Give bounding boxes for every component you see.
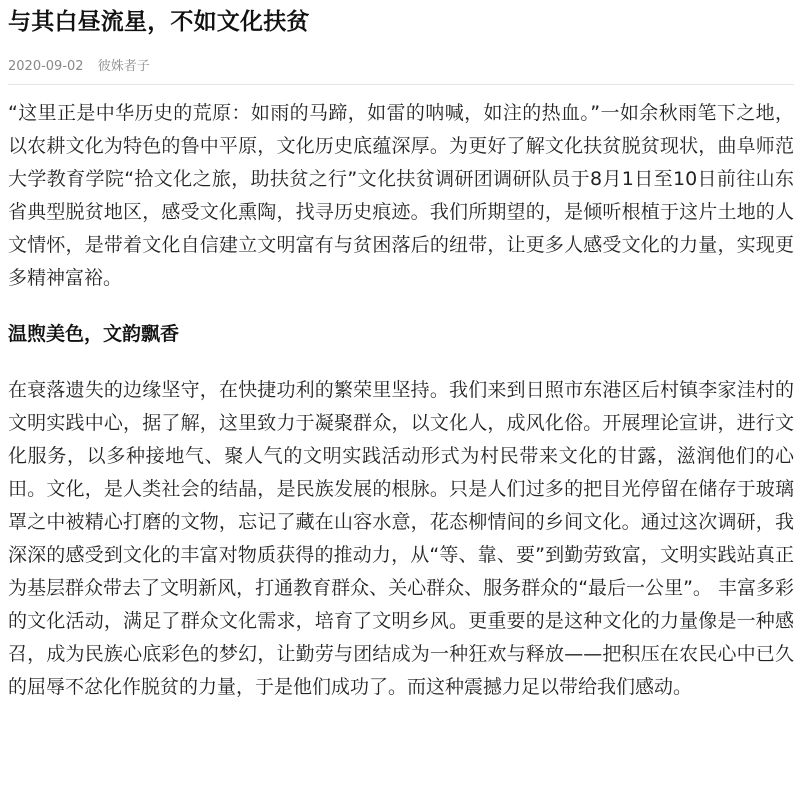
title-divider — [8, 84, 794, 85]
article-paragraph-1: “这里正是中华历史的荒原：如雨的马蹄，如雷的呐喊，如注的热血。”一如余秋雨笔下之地，以农耕文化为特色的鲁中平原，文化历史底蕴深厚。为更好了解文化扶贫脱贫现状，曲阜师范大学教育学院“拾文化之旅，助扶贫之行”文化扶贫调研团调研队员于8月1日至10日前往山东省典型脱贫地区，感受文化熏陶，找寻历史痕迹。我们所期望的，是倾听根植于这片土地的人文情怀，是带着文化自信建立文明富有与贫困落后的纽带，让更多人感受文化的力量，实现更多精神富裕。 — [8, 102, 794, 289]
author-name[interactable]: 彼姝者子 — [97, 59, 150, 74]
article-title: 与其白昼流星，不如文化扶贫 — [8, 9, 310, 35]
section-heading: 温煦美色，文韵飘香 — [8, 323, 180, 345]
article-paragraph-2: 在衰落遗失的边缘坚守，在快捷功利的繁荣里坚持。我们来到日照市东港区后村镇李家洼村的文明实践中心，据了解，这里致力于凝聚群众，以文化人，成风化俗。开展理论宣讲，进行文化服务，以多种接地气、聚人气的文明实践活动形式为村民带来文化的甘露，滋润他们的心田。文化，是人类社会的结晶，是民族发展的根脉。只是人们过多的把目光停留在储存于玻璃罩之中被精心打磨的文物，忘记了藏在山容水意，花态柳情间的乡间文化。通过这次调研，我深深的感受到文化的丰富对物质获得的推动力，从“等、靠、要”到勤劳致富，文明实践站真正为基层群众带去了文明新风，打通教育群众、关心群众、服务群众的“最后一公里”。 丰富多彩的文化活动，满足了群众文化需求，培育了文明乡风。更重要的是这种文化的力量像是一种感召，成为民族心底彩色的梦幻，让勤劳与团结成为一种狂欢与释放——把积压在农民心中已久的屈辱不忿化作脱贫的力量，于是他们成功了。而这种震撼力足以带给我们感动。 — [8, 379, 794, 698]
publish-date: 2020-09-02 — [8, 59, 84, 74]
article-meta — [8, 56, 794, 78]
article — [8, 0, 794, 704]
